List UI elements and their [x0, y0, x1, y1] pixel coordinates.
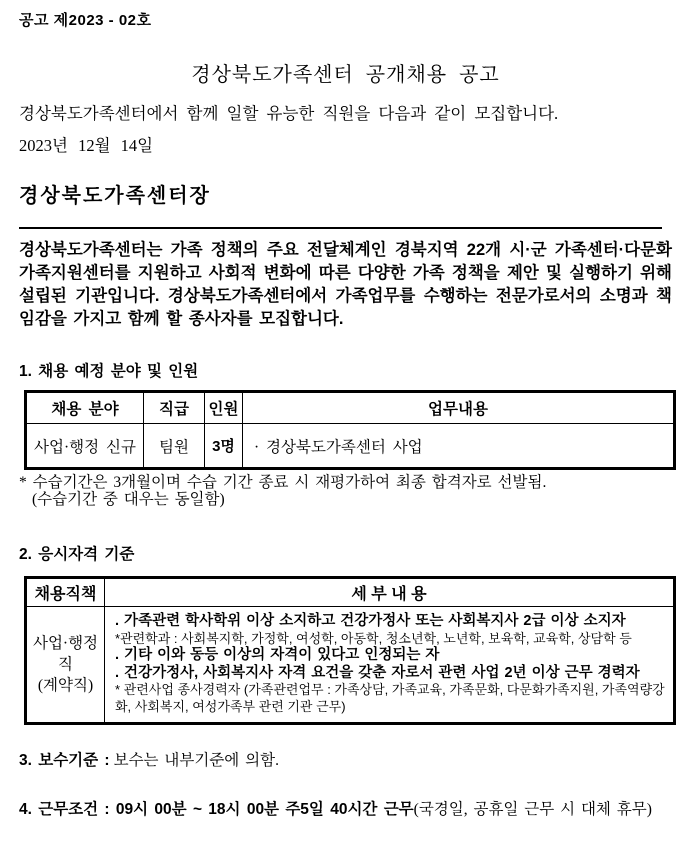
section-3-label: 3. 보수기준 :	[19, 752, 110, 769]
recruitment-table	[24, 390, 676, 470]
about-paragraph: 경상북도가족센터는 가족 정책의 주요 전달체계인 경북지역 22개 시·군 가족센터·다문화가족지원센터를 지원하고 사회적 변화에 따른 다양한 가족 정책을 제안 및 실행하기 위해 설립된 기관입니다. 경상북도가족센터에서 가족업무를 수행하는 전문가로서의 소명과 책임감을 가지고 함께 할 종사자를 모집합니다.	[19, 241, 672, 328]
signer-title: 경상북도가족센터장	[19, 185, 211, 207]
cell-headcount: 3명	[205, 424, 243, 469]
detail-line: . 건강가정사, 사회복지사 자격 요건을 갖춘 자로서 관련 사업 2년 이상 근무 경력자	[115, 664, 640, 681]
horizontal-divider	[19, 227, 662, 229]
cell-position	[26, 607, 105, 724]
intro-text: 경상북도가족센터에서 함께 일할 유능한 직원을 다음과 같이 모집합니다.	[19, 104, 559, 123]
detail-line: * 관련사업 종사경력자 (가족관련업무 : 가족상담, 가족교육, 가족문화, 다문화가족지원, 가족역량강화, 사회복지, 여성가족부 관련 기관 근무)	[115, 682, 665, 714]
probation-note-line: * 수습기간은 3개월이며 수습 기간 종료 시 재평가하여 최종 합격자로 선발됨.	[19, 474, 547, 491]
detail-line: . 가족관련 학사학위 이상 소지하고 건강가정사 또는 사회복지사 2급 이상 소지자	[115, 613, 626, 629]
cell-grade: 팀원	[144, 424, 205, 469]
doc-number: 공고 제2023 - 02호	[19, 12, 152, 29]
col-header-details: 세 부 내 용	[105, 578, 675, 607]
col-header-grade: 직급	[144, 392, 205, 424]
section-2-heading: 2. 응시자격 기준	[19, 546, 135, 563]
doc-title: 경상북도가족센터 공개채용 공고	[191, 64, 500, 86]
section-3-pay	[19, 751, 672, 771]
doc-date: 2023년 12월 14일	[19, 136, 154, 155]
col-header-recruit-field: 채용 분야	[26, 392, 144, 424]
position-type: (계약직)	[37, 677, 94, 694]
cell-details	[105, 607, 675, 724]
section-1-heading: 1. 채용 예정 분야 및 인원	[19, 363, 199, 380]
section-4-text: (국경일, 공휴일 근무 시 대체 휴무)	[413, 801, 652, 818]
col-header-position: 채용직책	[26, 578, 105, 607]
col-header-duties: 업무내용	[243, 392, 675, 424]
detail-line: . 기타 이와 동등 이상의 자격이 있다고 인정되는 자	[115, 647, 440, 663]
qualification-table-row	[26, 607, 675, 724]
probation-note-line: (수습기간 중 대우는 동일함)	[32, 490, 225, 508]
probation-notes	[19, 475, 672, 508]
recruitment-table-header-row	[26, 392, 675, 424]
qualification-table-header-row	[26, 578, 675, 607]
cell-duties: · 경상북도가족센터 사업	[243, 424, 675, 469]
qualification-table	[24, 576, 676, 725]
section-4-label: 4. 근무조건 : 09시 00분 ~ 18시 00분 주5일 40시간 근무	[19, 801, 414, 818]
position-name: 사업·행정직	[32, 635, 99, 673]
col-header-headcount: 인원	[205, 392, 243, 424]
cell-recruit-field: 사업·행정 신규	[26, 424, 144, 469]
recruitment-table-row	[26, 424, 675, 469]
detail-line: *관련학과 : 사회복지학, 가정학, 여성학, 아동학, 청소년학, 노년학, 보육학, 교육학, 상담학 등	[115, 630, 632, 646]
section-3-text: 보수는 내부기준에 의함.	[113, 752, 279, 769]
section-4-conditions	[19, 800, 672, 820]
